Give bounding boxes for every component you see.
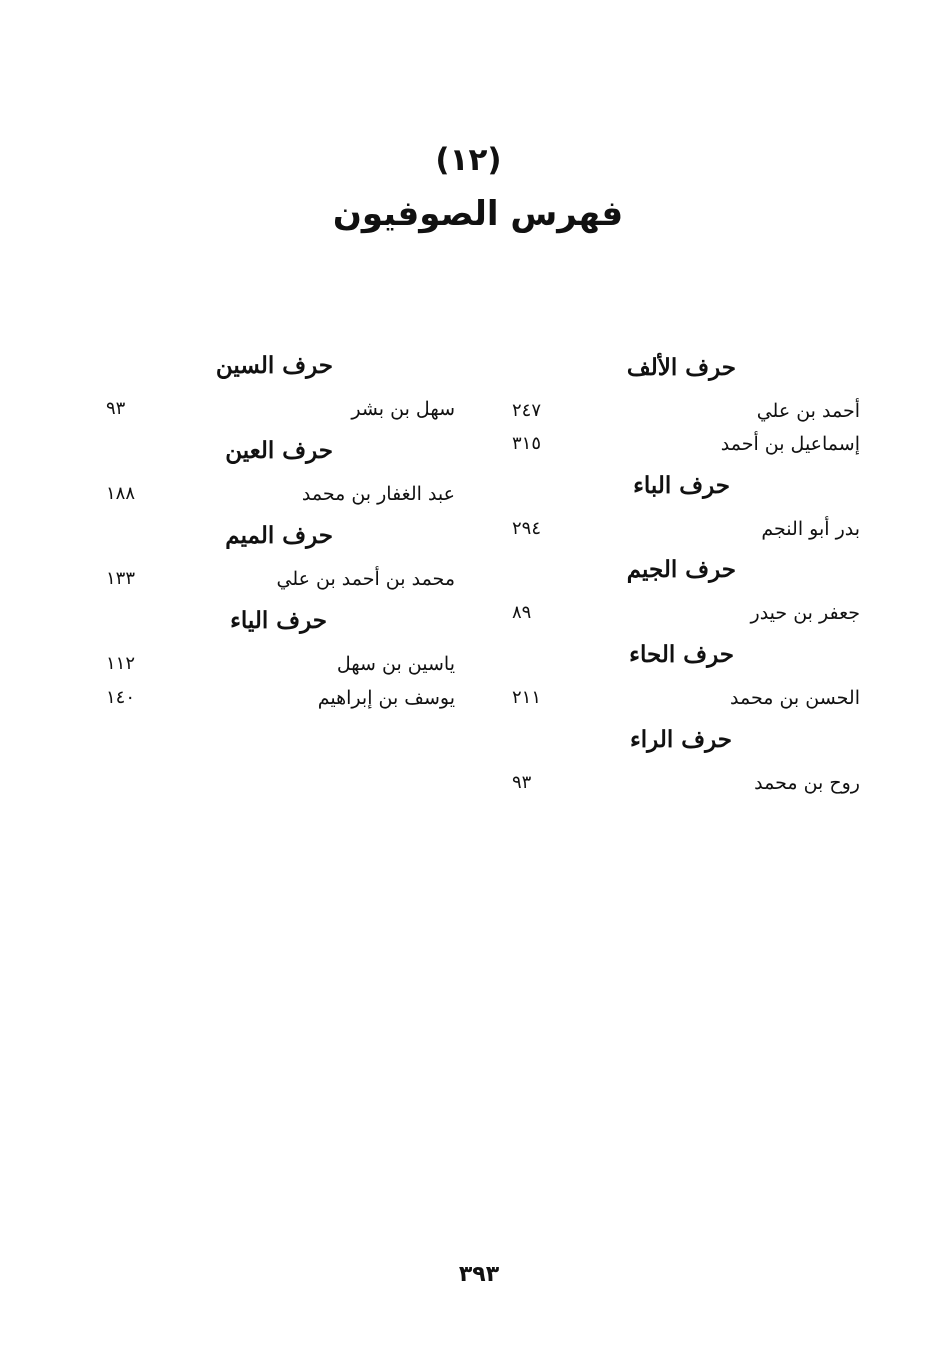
index-entry bbox=[100, 685, 455, 711]
entry-page-number: ١٨٨ bbox=[106, 483, 136, 504]
index-entry bbox=[500, 770, 860, 796]
entry-page-number: ٣١٥ bbox=[512, 433, 542, 454]
section-heading-mim: حرف الميم bbox=[225, 522, 333, 549]
entry-name: الحسن بن محمد bbox=[730, 687, 860, 709]
entry-name: محمد بن أحمد بن علي bbox=[276, 568, 455, 590]
index-entry bbox=[100, 481, 455, 507]
section-heading-ba: حرف الباء bbox=[633, 472, 730, 499]
index-entry bbox=[500, 516, 860, 542]
entry-name: يوسف بن إبراهيم bbox=[317, 687, 455, 709]
index-entry bbox=[500, 431, 860, 457]
page-title: فهرس الصوفيون bbox=[332, 194, 624, 234]
chapter-number: (١٢) bbox=[435, 142, 502, 178]
section-heading-alif: حرف الألف bbox=[626, 354, 736, 381]
section-heading-ra: حرف الراء bbox=[629, 726, 732, 753]
entry-name: أحمد بن علي bbox=[756, 400, 860, 422]
section-heading-ha: حرف الحاء bbox=[629, 641, 734, 668]
entry-name: روح بن محمد bbox=[754, 772, 860, 794]
entry-name: سهل بن بشر bbox=[351, 398, 455, 420]
entry-page-number: ٢٤٧ bbox=[512, 400, 542, 421]
entry-page-number: ٩٣ bbox=[512, 772, 532, 793]
index-entry bbox=[100, 396, 455, 422]
index-entry bbox=[500, 600, 860, 626]
entry-name: عبد الغفار بن محمد bbox=[301, 483, 455, 505]
index-entry bbox=[500, 685, 860, 711]
entry-page-number: ١١٢ bbox=[106, 653, 136, 674]
entry-name: إسماعيل بن أحمد bbox=[720, 433, 860, 455]
section-heading-sin: حرف السين bbox=[215, 352, 333, 379]
entry-name: بدر أبو النجم bbox=[761, 518, 860, 540]
entry-page-number: ٨٩ bbox=[512, 602, 532, 623]
entry-page-number: ٢١١ bbox=[512, 687, 542, 708]
index-entry bbox=[100, 566, 455, 592]
section-heading-ya: حرف الياء bbox=[230, 607, 327, 634]
entry-page-number: ١٣٣ bbox=[106, 568, 136, 589]
entry-name: جعفر بن حيدر bbox=[750, 602, 860, 624]
section-heading-jim: حرف الجيم bbox=[626, 556, 736, 583]
entry-name: ياسين بن سهل bbox=[336, 653, 455, 675]
footer-page-number: ٣٩٣ bbox=[458, 1262, 500, 1287]
index-entry bbox=[500, 398, 860, 424]
entry-page-number: ٢٩٤ bbox=[512, 518, 542, 539]
entry-page-number: ١٤٠ bbox=[106, 687, 136, 708]
entry-page-number: ٩٣ bbox=[106, 398, 126, 419]
section-heading-ayn: حرف العين bbox=[225, 437, 333, 464]
index-entry bbox=[100, 651, 455, 677]
